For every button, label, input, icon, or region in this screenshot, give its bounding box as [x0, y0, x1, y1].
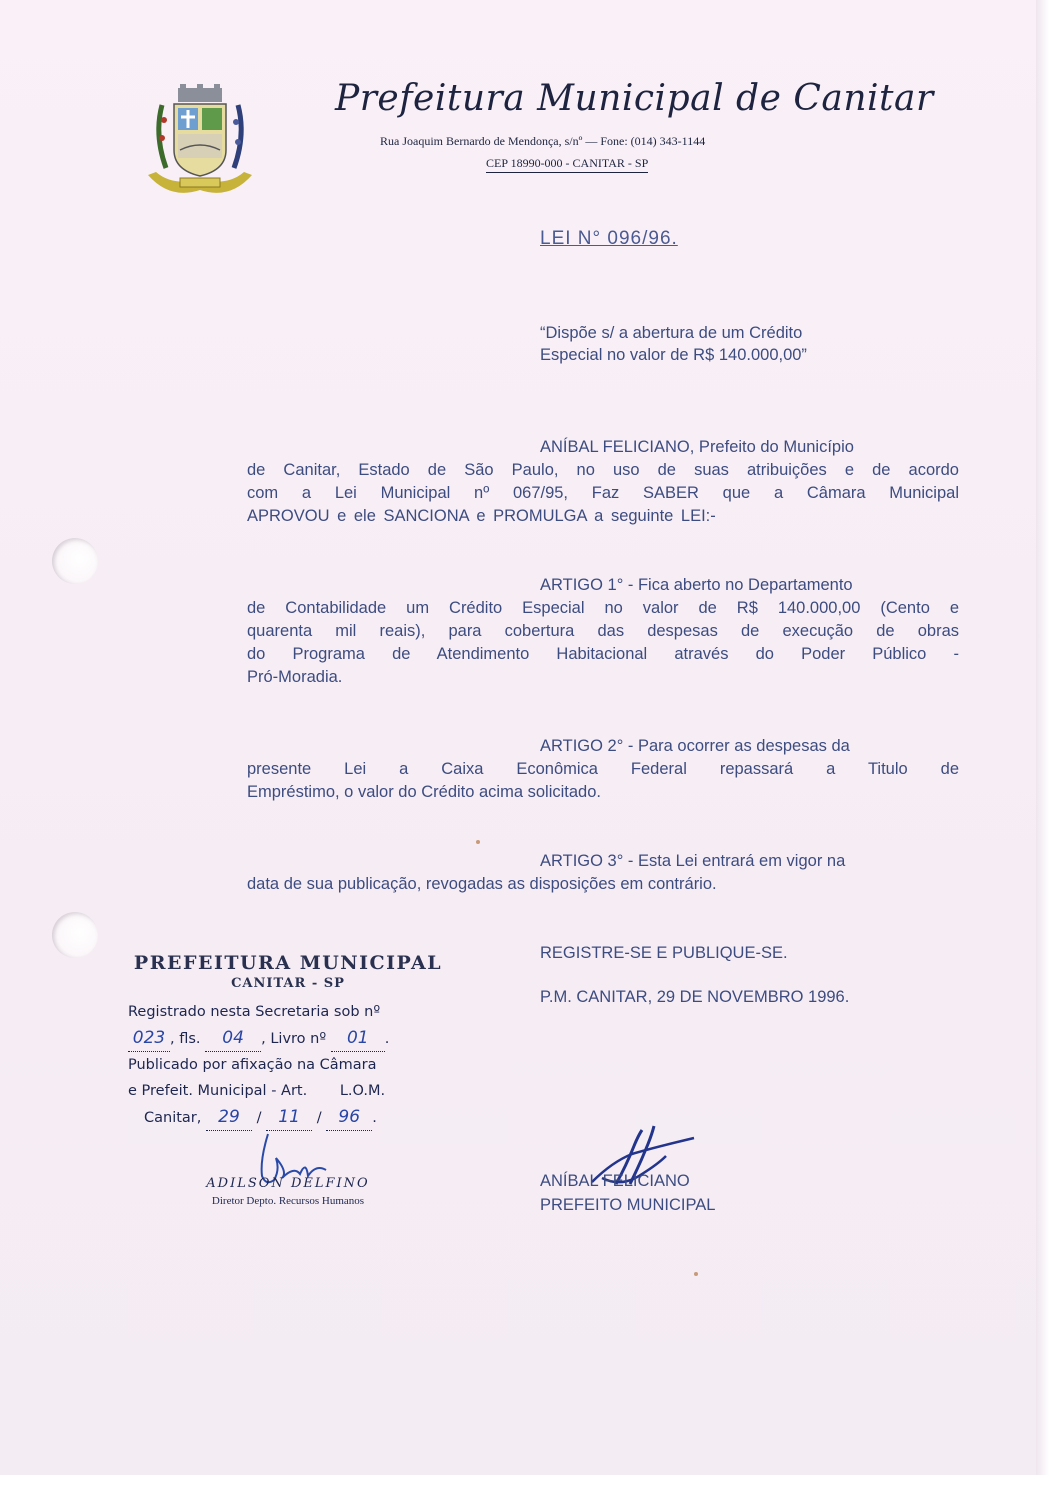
stamp-canitar-label: Canitar, — [144, 1110, 202, 1126]
municipal-crest-icon — [140, 80, 260, 200]
punch-hole-bottom — [52, 912, 98, 958]
stamp-livro-value: 01 — [331, 1025, 385, 1052]
paragraph-line: de Canitar, Estado de São Paulo, no uso de suas atribuições e de acordo — [247, 461, 959, 479]
stamp-livro-label: , Livro nº — [261, 1031, 327, 1047]
letterhead-title: Prefeitura Municipal de Canitar — [335, 78, 934, 119]
stamp-registration-line: Registrado nesta Secretaria sob nº — [128, 1004, 381, 1020]
stamp-month: 11 — [266, 1104, 312, 1131]
stamp-subtitle: CANITAR - SP — [231, 976, 345, 991]
paragraph-line: de Contabilidade um Crédito Especial no valor de R$ 140.000,00 (Cento e — [247, 599, 959, 617]
law-number-title: LEI N° 096/96. — [540, 228, 678, 249]
paragraph-line: do Programa de Atendimento Habitacional através do Poder Público - — [247, 645, 959, 663]
law-summary-line: “Dispõe s/ a abertura de um Crédito — [540, 324, 803, 342]
paragraph-line: APROVOU e ele SANCIONA e PROMULGA a seguinte LEI:- — [247, 507, 716, 525]
stamp-article-left: e Prefeit. Municipal - Art. — [128, 1083, 308, 1099]
stamp-reg-number: 023 — [128, 1025, 170, 1052]
stamp-year: 96 — [326, 1104, 372, 1131]
stamp-signer-role: Diretor Depto. Recursos Humanos — [211, 1195, 365, 1207]
paragraph-line: data de sua publicação, revogadas as disposições em contrário. — [247, 875, 717, 893]
article-2-paragraph — [247, 735, 959, 804]
paper-speck — [694, 1272, 698, 1276]
stamp-publication-line: Publicado por afixação na Câmara — [128, 1057, 377, 1073]
scan-edge-bottom — [0, 1475, 1058, 1497]
mayor-name: ANÍBAL FELICIANO — [540, 1172, 690, 1190]
paragraph-line: ANÍBAL FELICIANO, Prefeito do Município — [540, 438, 854, 456]
stamp-title: PREFEITURA MUNICIPAL — [133, 952, 443, 974]
paper-speck — [476, 840, 480, 844]
paragraph-line: Pró-Moradia. — [247, 668, 343, 686]
register-and-publish: REGISTRE-SE E PUBLIQUE-SE. — [540, 944, 788, 962]
article-3-paragraph — [247, 850, 959, 896]
law-summary-line: Especial no valor de R$ 140.000,00” — [540, 346, 807, 364]
scan-edge-right — [1036, 0, 1058, 1497]
preamble-paragraph — [247, 436, 959, 528]
law-summary — [540, 322, 920, 366]
issue-date: P.M. CANITAR, 29 DE NOVEMBRO 1996. — [540, 988, 850, 1006]
letterhead-cep: CEP 18990-000 - CANITAR - SP — [486, 156, 648, 173]
stamp-number-line: 023 , fls. 04 , Livro nº 01 . — [128, 1025, 448, 1052]
stamp-fls-value: 04 — [205, 1025, 261, 1052]
stamp-day: 29 — [206, 1104, 252, 1131]
stamp-date-line: Canitar, 29 / 11 / 96 . — [128, 1104, 448, 1131]
stamp-fls-label: , fls. — [170, 1031, 201, 1047]
paragraph-line: presente Lei a Caixa Econômica Federal repassará a Titulo de — [247, 760, 959, 778]
stamp-article-line — [128, 1078, 448, 1104]
paragraph-line: ARTIGO 2° - Para ocorrer as despesas da — [540, 737, 850, 755]
mayor-title: PREFEITO MUNICIPAL — [540, 1196, 716, 1214]
stamp-article-right: L.O.M. — [339, 1083, 386, 1099]
letterhead-address: Rua Joaquim Bernardo de Mendonça, s/nº — Fone: (014) 343-1144 — [380, 134, 706, 148]
paragraph-line: ARTIGO 1° - Fica aberto no Departamento — [540, 576, 853, 594]
paragraph-line: Empréstimo, o valor do Crédito acima solicitado. — [247, 783, 601, 801]
paragraph-line: com a Lei Municipal nº 067/95, Faz SABER que a Câmara Municipal — [247, 484, 959, 502]
punch-hole-top — [52, 538, 98, 584]
registration-stamp — [128, 952, 448, 1131]
stamp-signer-name: ADILSON DELFINO — [206, 1176, 370, 1191]
article-1-paragraph — [247, 574, 959, 689]
paragraph-line: ARTIGO 3° - Esta Lei entrará em vigor na — [540, 852, 846, 870]
paragraph-line: quarenta mil reais), para cobertura das despesas de execução de obras — [247, 622, 959, 640]
